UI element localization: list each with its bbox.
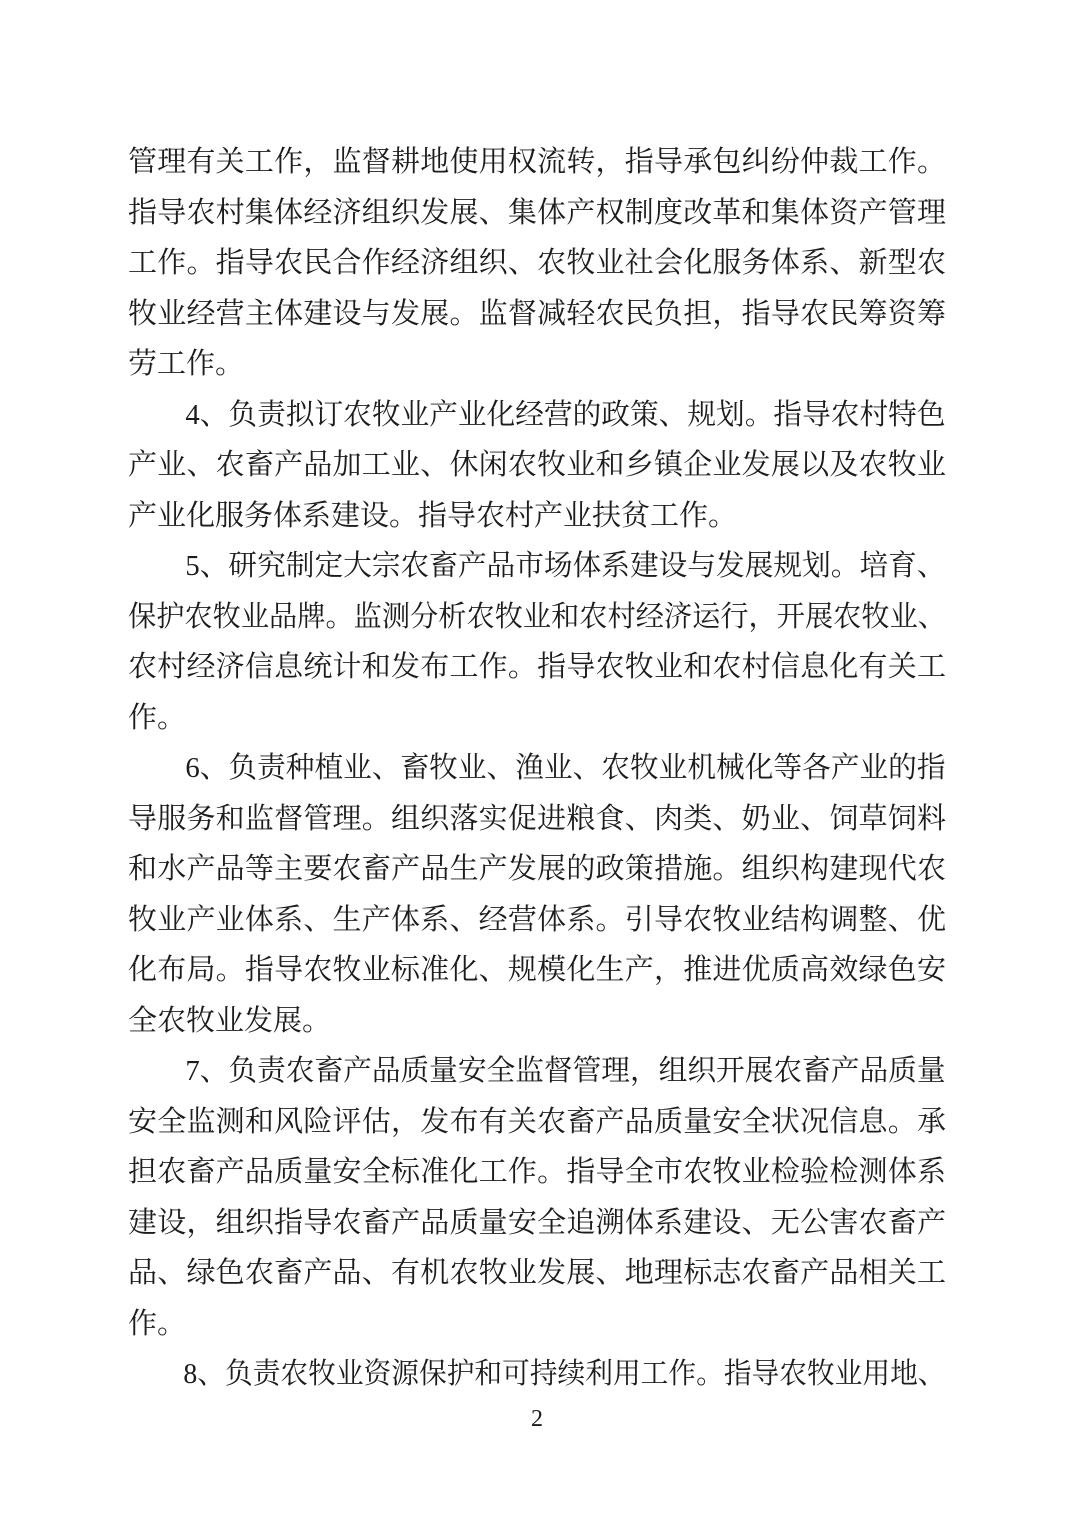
text-line: 和水产品等主要农畜产品生产发展的政策措施。组织构建现代农 [128, 853, 946, 885]
text-line: 农村经济信息统计和发布工作。指导农牧业和农村信息化有关工 [128, 651, 946, 683]
text-line: 建设，组织指导农畜产品质量安全追溯体系建设、无公害农畜产 [128, 1206, 946, 1239]
text-line: 全农牧业发展。 [128, 1004, 332, 1037]
text-line: 管理有关工作，监督耕地使用权流转，指导承包纠纷仲裁工作。 [128, 146, 946, 178]
text-line: 工作。指导农民合作经济组织、农牧业社会化服务体系、新型农 [128, 247, 946, 279]
text-line: 指导农村集体经济组织发展、集体产权制度改革和集体资产管理 [128, 196, 946, 229]
paragraph [128, 1349, 946, 1400]
text-line: 担农畜产品质量安全标准化工作。指导全市农牧业检验检测体系 [128, 1156, 946, 1188]
text-line: 安全监测和风险评估，发布有关农畜产品质量安全状况信息。承 [128, 1105, 946, 1138]
text-line: 产业、农畜产品加工业、休闲农牧业和乡镇企业发展以及农牧业 [128, 449, 946, 481]
paragraph [128, 743, 946, 1046]
text-line: 8、负责农牧业资源保护和可持续利用工作。指导农牧业用地、 [183, 1358, 946, 1390]
text-line: 作。 [128, 701, 187, 734]
text-line: 牧业经营主体建设与发展。监督减轻农民负担，指导农民筹资筹 [128, 297, 946, 330]
paragraph [128, 541, 946, 743]
document-body [128, 137, 946, 1400]
text-line: 牧业产业体系、生产体系、经营体系。引导农牧业结构调整、优 [128, 903, 946, 936]
paragraph [128, 390, 946, 542]
text-line: 4、负责拟订农牧业产业化经营的政策、规划。指导农村特色 [185, 398, 946, 431]
text-line: 作。 [128, 1307, 187, 1340]
text-line: 5、研究制定大宗农畜产品市场体系建设与发展规划。培育、 [185, 550, 946, 582]
paragraph [128, 1046, 946, 1349]
text-line: 6、负责种植业、畜牧业、渔业、农牧业机械化等各产业的指 [185, 752, 946, 784]
text-line: 保护农牧业品牌。监测分析农牧业和农村经济运行，开展农牧业、 [128, 600, 947, 633]
page-number: 2 [531, 1406, 543, 1432]
text-line: 化布局。指导农牧业标准化、规模化生产，推进优质高效绿色安 [128, 954, 946, 986]
text-line: 产业化服务体系建设。指导农村产业扶贫工作。 [128, 499, 738, 532]
paragraph [128, 137, 946, 390]
text-line: 导服务和监督管理。组织落实促进粮食、肉类、奶业、饲草饲料 [128, 802, 946, 835]
text-line: 劳工作。 [128, 348, 245, 380]
text-line: 7、负责农畜产品质量安全监督管理，组织开展农畜产品质量 [185, 1055, 946, 1087]
text-line: 品、绿色农畜产品、有机农牧业发展、地理标志农畜产品相关工 [128, 1257, 946, 1289]
